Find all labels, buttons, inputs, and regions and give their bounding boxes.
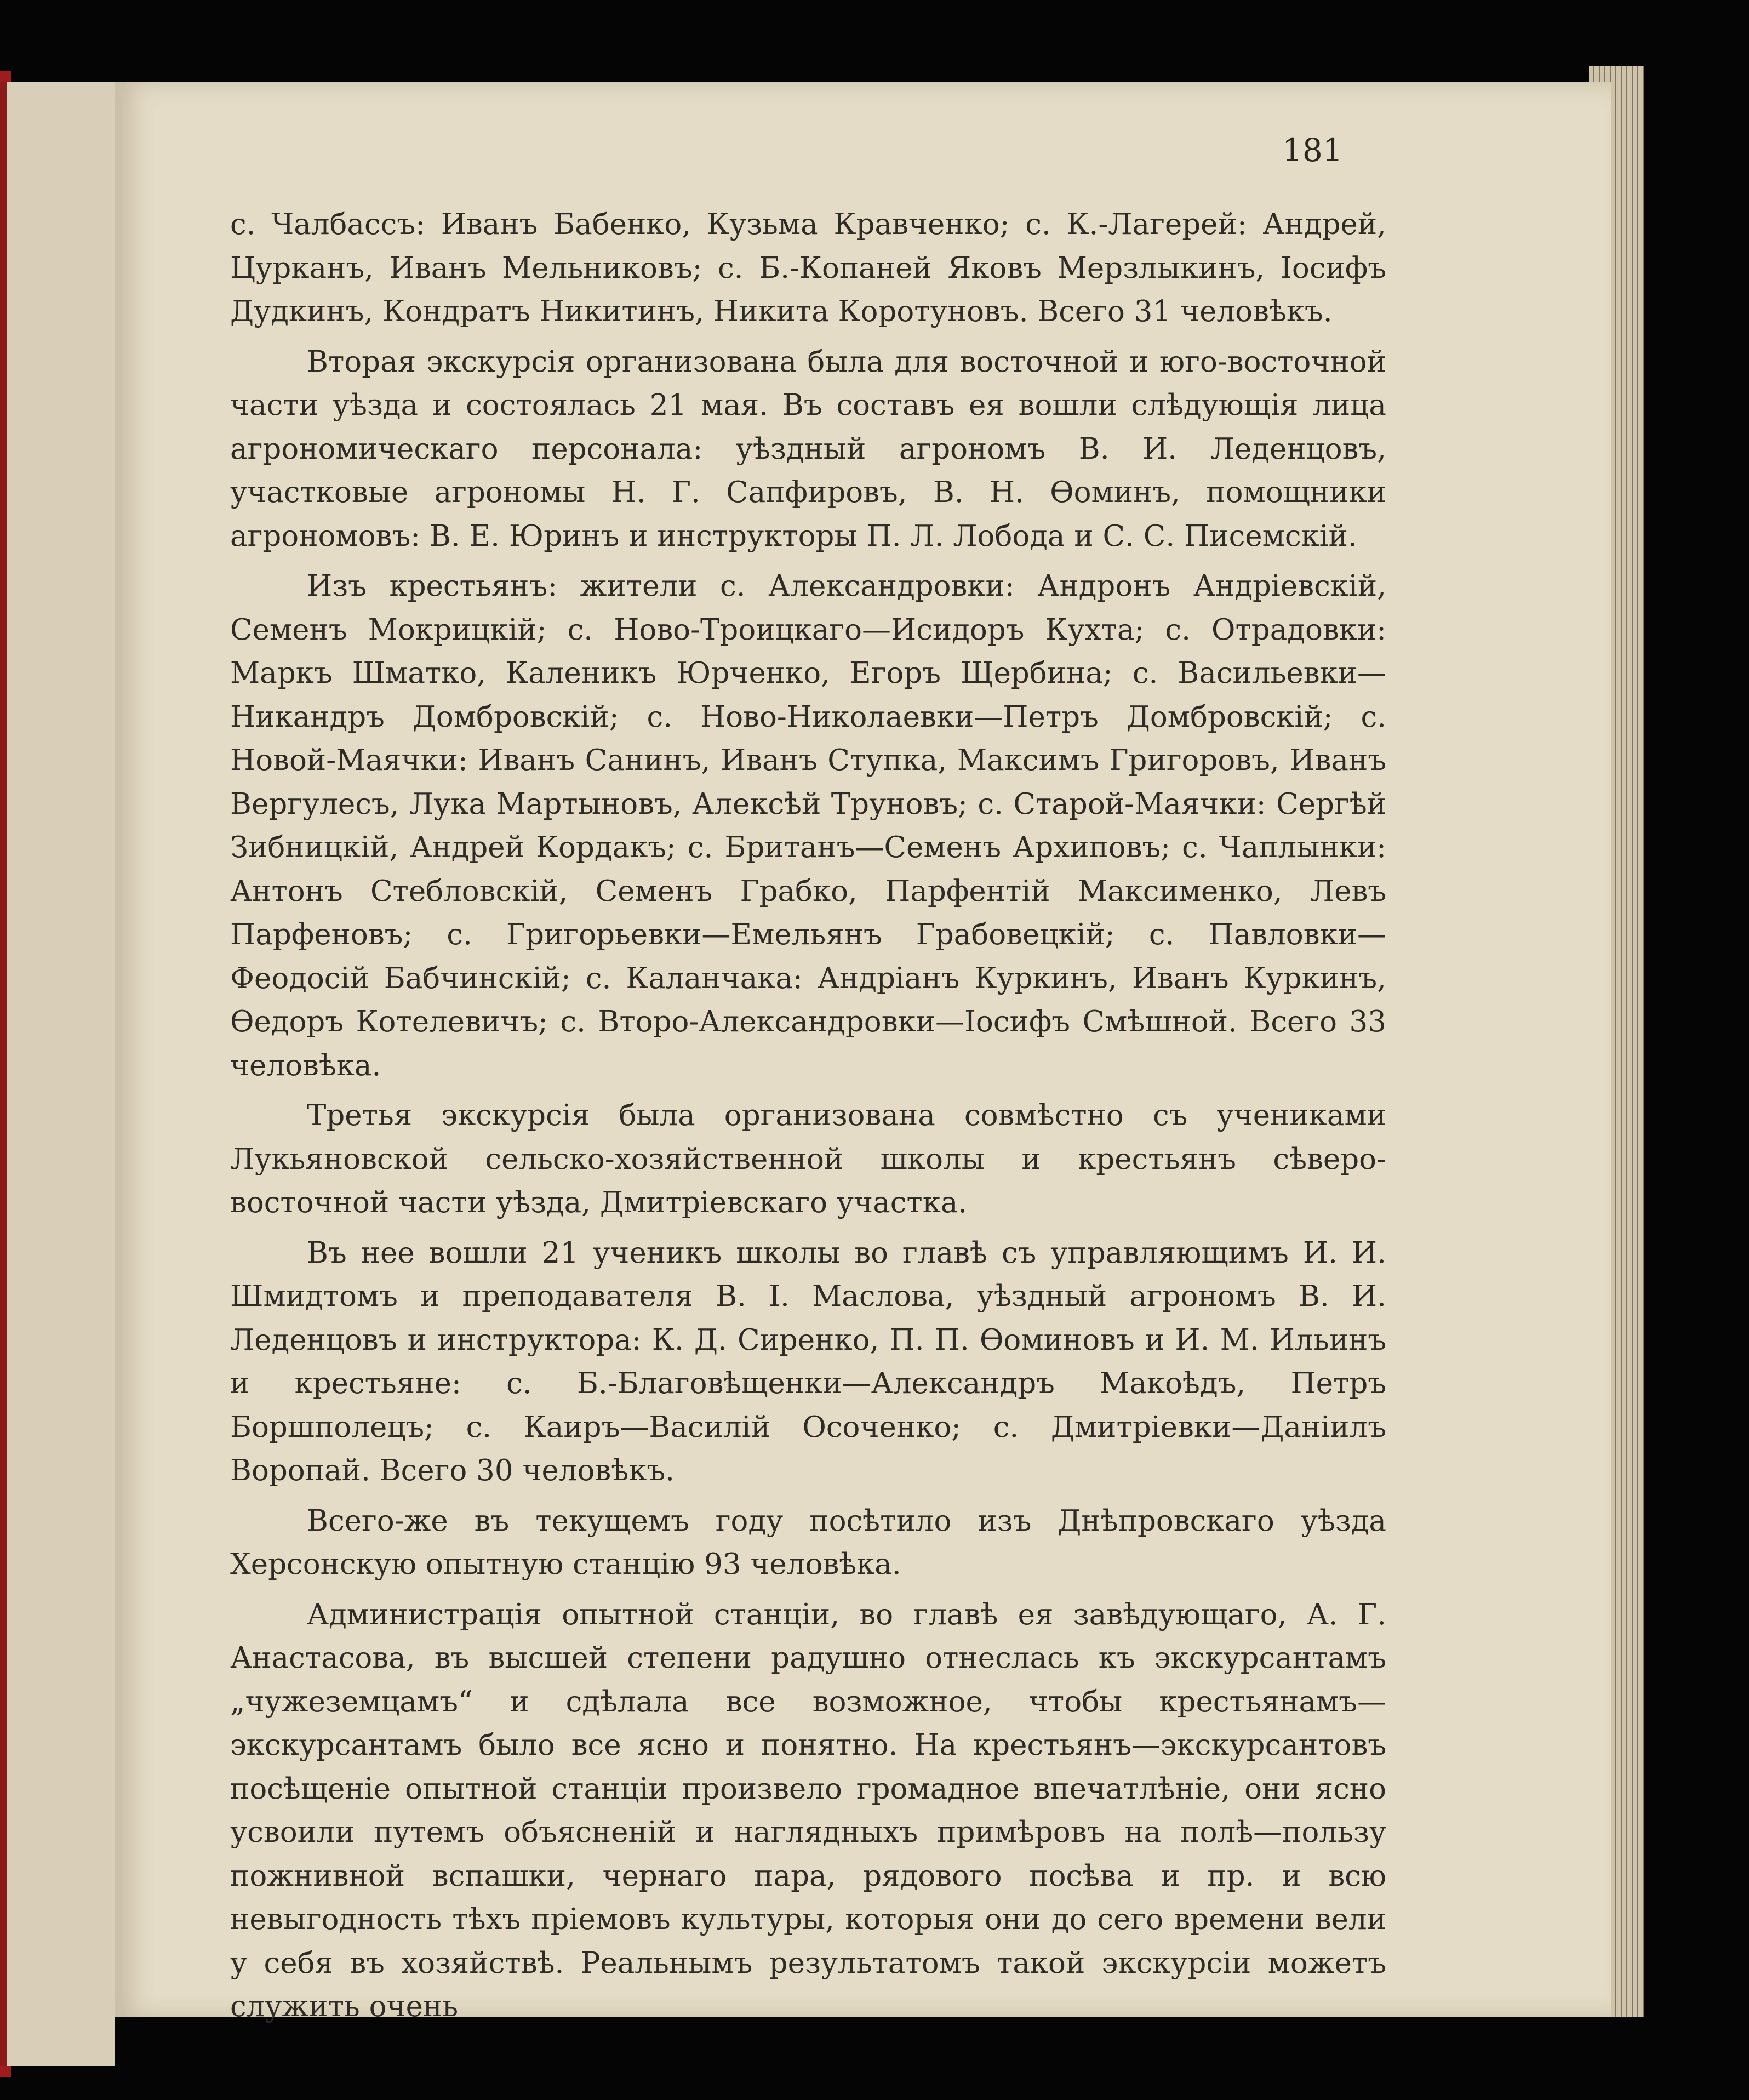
paragraph: Вторая экскурсія организована была для восточной и юго-восточной части уѣзда и состоялась 21 мая. Въ составъ ея вошли слѣдующія лица агрономическаго персонала: уѣздный агрономъ В. И. Леденцовъ, участковые агрономы Н. Г. Сапфировъ, В. Н. Ѳоминъ, помощники агрономовъ: В. Е. Юринъ и инструкторы П. Л. Лобода и С. С. Писемскій.: [230, 345, 1386, 553]
previous-page-edge: [0, 82, 115, 2066]
paragraph: Въ нее вошли 21 ученикъ школы во главѣ съ управляющимъ И. И. Шмидтомъ и преподавателя В. І. Маслова, уѣздный агрономъ В. И. Леденцовъ и инструктора: К. Д. Сиренко, П. П. Ѳоминовъ и И. М. Ильинъ и крестьяне: с. Б.-Благовѣщенки—Александръ Макоѣдъ, Петръ Боршполецъ; с. Каиръ—Василій Осоченко; с. Дмитріевки—Даніилъ Воропай. Всего 30 человѣкъ.: [230, 1236, 1386, 1487]
paragraph: Администрація опытной станціи, во главѣ ея завѣдующаго, А. Г. Анастасова, въ высшей степени радушно отнеслась къ экскурсантамъ „чужеземцамъ“ и сдѣлала все возможное, чтобы крестьянамъ—экскурсантамъ было все ясно и понятно. На крестьянъ—экскурсантовъ посѣщеніе опытной станціи произвело громадное впечатлѣніе, они ясно усвоили путемъ объясненій и наглядныхъ примѣровъ на полѣ—пользу пожнивной вспашки, чернаго пара, рядового посѣва и пр. и всю невыгодность тѣхъ пріемовъ культуры, которыя они до сего времени вели у себя въ хозяйствѣ. Реальнымъ результатомъ такой экскурсіи можетъ служить очень: [230, 1597, 1386, 2023]
page-number: 181: [1282, 132, 1343, 169]
paragraph: Изъ крестьянъ: жители с. Александровки: Андронъ Андріевскій, Семенъ Мокрицкій; с. Ново-Троицкаго—Исидоръ Кухта; с. Отрадовки: Маркъ Шматко, Каленикъ Юрченко, Егоръ Щербина; с. Васильевки—Никандръ Домбровскій; с. Ново-Николаевки—Петръ Домбровскій; с. Новой-Маячки: Иванъ Санинъ, Иванъ Ступка, Максимъ Григоровъ, Иванъ Вергулесъ, Лука Мартыновъ, Алексѣй Труновъ; с. Старой-Маячки: Сергѣй Зибницкій, Андрей Кордакъ; с. Британъ—Семенъ Архиповъ; с. Чаплынки: Антонъ Стебловскій, Семенъ Грабко, Парфентій Максименко, Левъ Парфеновъ; с. Григорьевки—Емельянъ Грабовецкій; с. Павловки—Феодосій Бабчинскій; с. Каланчака: Андріанъ Куркинъ, Иванъ Куркинъ, Ѳедоръ Котелевичъ; с. Второ-Александровки—Іосифъ Смѣшной. Всего 33 человѣка.: [230, 569, 1386, 1082]
page-text: [230, 203, 1386, 2035]
paragraph: Третья экскурсія была организована совмѣстно съ учениками Лукьяновской сельско-хозяйственной школы и крестьянъ сѣверо-восточной части уѣзда, Дмитріевскаго участка.: [230, 1099, 1386, 1219]
paragraph: Всего-же въ текущемъ году посѣтило изъ Днѣпровскаго уѣзда Херсонскую опытную станцію 93 человѣка.: [230, 1504, 1386, 1581]
paragraph: с. Чалбассъ: Иванъ Бабенко, Кузьма Кравченко; с. К.-Лагерей: Андрей, Цурканъ, Иванъ Мельниковъ; с. Б.-Копаней Яковъ Мерзлыкинъ, Іосифъ Дудкинъ, Кондратъ Никитинъ, Никита Коротуновъ. Всего 31 человѣкъ.: [230, 208, 1386, 328]
